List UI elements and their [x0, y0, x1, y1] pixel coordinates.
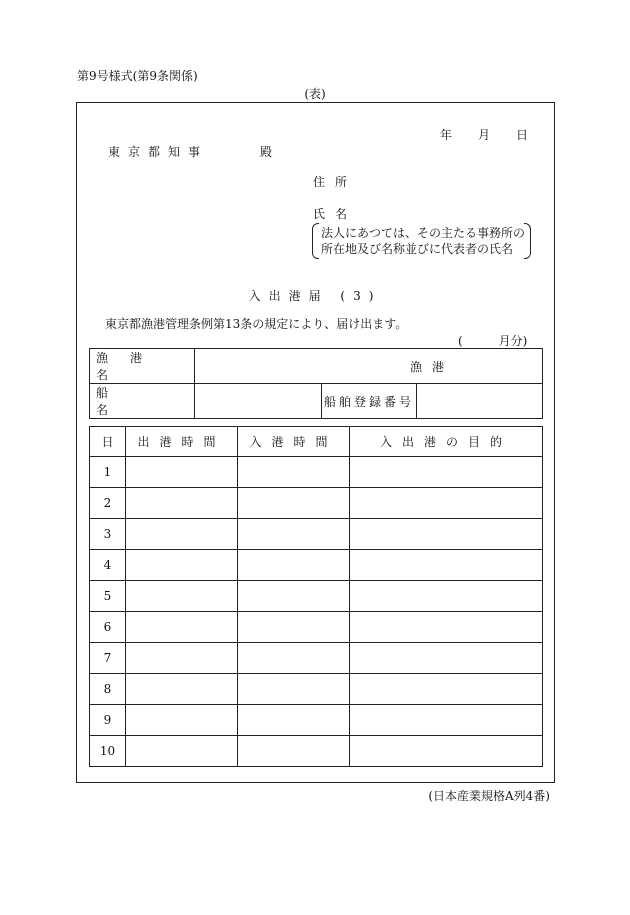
- day-cell: 10: [90, 736, 126, 767]
- day-cell: 3: [90, 519, 126, 550]
- day-cell: 6: [90, 612, 126, 643]
- log-header-row: [90, 427, 543, 457]
- corporate-note-line1: 法人にあつては、その主たる事務所の: [321, 226, 526, 240]
- purpose-cell[interactable]: [350, 674, 543, 705]
- purpose-cell[interactable]: [350, 643, 543, 674]
- purpose-cell[interactable]: [350, 705, 543, 736]
- date-month: 月: [478, 128, 491, 142]
- arrival-cell[interactable]: [238, 488, 350, 519]
- arrival-cell[interactable]: [238, 550, 350, 581]
- departure-cell[interactable]: [126, 736, 238, 767]
- port-label: 漁港名: [96, 351, 165, 382]
- departure-cell[interactable]: [126, 674, 238, 705]
- port-row: [90, 349, 543, 384]
- departure-cell[interactable]: [126, 488, 238, 519]
- purpose-cell[interactable]: [350, 457, 543, 488]
- departure-cell[interactable]: [126, 581, 238, 612]
- right-bracket: [524, 223, 531, 259]
- arrival-cell[interactable]: [238, 612, 350, 643]
- departure-cell[interactable]: [126, 457, 238, 488]
- table-row: [90, 581, 543, 612]
- day-cell: 8: [90, 674, 126, 705]
- corporate-note-line2: 所在地及び名称並びに代表者の氏名: [321, 242, 514, 256]
- body-text: 東京都漁港管理条例第13条の規定により、届け出ます。: [105, 317, 408, 331]
- form-number: 第9号様式(第9条関係): [77, 69, 198, 83]
- reg-label: 船舶登録番号: [323, 394, 414, 409]
- ship-label-cell: [90, 384, 195, 419]
- departure-cell[interactable]: [126, 705, 238, 736]
- ship-row: [90, 384, 543, 419]
- day-cell: 4: [90, 550, 126, 581]
- date-line: [440, 129, 528, 141]
- table-row: [90, 674, 543, 705]
- table-row: [90, 457, 543, 488]
- arrival-cell[interactable]: [238, 705, 350, 736]
- departure-cell[interactable]: [126, 519, 238, 550]
- addressee: 東京都知事: [108, 145, 209, 159]
- paper-size-note: (日本産業規格A列4番): [428, 789, 550, 803]
- arrival-cell[interactable]: [238, 581, 350, 612]
- arrival-cell[interactable]: [238, 736, 350, 767]
- col-purpose: 入出港の目的: [350, 427, 543, 457]
- table-row: [90, 612, 543, 643]
- purpose-cell[interactable]: [350, 550, 543, 581]
- day-cell: 7: [90, 643, 126, 674]
- table-row: [90, 736, 543, 767]
- arrival-cell[interactable]: [238, 643, 350, 674]
- table-row: [90, 643, 543, 674]
- purpose-cell[interactable]: [350, 581, 543, 612]
- document-title: 入出港届 (3): [248, 289, 382, 303]
- purpose-cell[interactable]: [350, 736, 543, 767]
- port-log-table: [89, 426, 543, 767]
- purpose-cell[interactable]: [350, 519, 543, 550]
- day-cell: 1: [90, 457, 126, 488]
- ship-label: 船名: [96, 386, 175, 417]
- ship-name-field[interactable]: [195, 384, 322, 419]
- info-table: [89, 348, 543, 419]
- purpose-cell[interactable]: [350, 612, 543, 643]
- day-cell: 2: [90, 488, 126, 519]
- day-cell: 5: [90, 581, 126, 612]
- col-departure: 出港時間: [126, 427, 238, 457]
- reg-number-field[interactable]: [417, 384, 543, 419]
- address-label: 住所: [313, 175, 358, 189]
- month-period: ( 月分): [458, 334, 528, 348]
- arrival-cell[interactable]: [238, 457, 350, 488]
- departure-cell[interactable]: [126, 643, 238, 674]
- port-name-field[interactable]: [195, 349, 543, 384]
- arrival-cell[interactable]: [238, 519, 350, 550]
- table-row: [90, 705, 543, 736]
- port-suffix: 漁港: [409, 359, 454, 374]
- col-day: 日: [90, 427, 126, 457]
- col-arrival: 入港時間: [238, 427, 350, 457]
- table-row: [90, 519, 543, 550]
- date-day: 日: [516, 128, 529, 142]
- table-row: [90, 488, 543, 519]
- table-row: [90, 550, 543, 581]
- date-year: 年: [440, 128, 453, 142]
- name-label: 氏名: [313, 207, 358, 221]
- addressee-suffix: 殿: [260, 145, 273, 159]
- side-label: (表): [304, 87, 326, 101]
- departure-cell[interactable]: [126, 550, 238, 581]
- reg-label-cell: [322, 384, 417, 419]
- left-bracket: [312, 223, 319, 259]
- day-cell: 9: [90, 705, 126, 736]
- purpose-cell[interactable]: [350, 488, 543, 519]
- arrival-cell[interactable]: [238, 674, 350, 705]
- port-label-cell: [90, 349, 195, 384]
- departure-cell[interactable]: [126, 612, 238, 643]
